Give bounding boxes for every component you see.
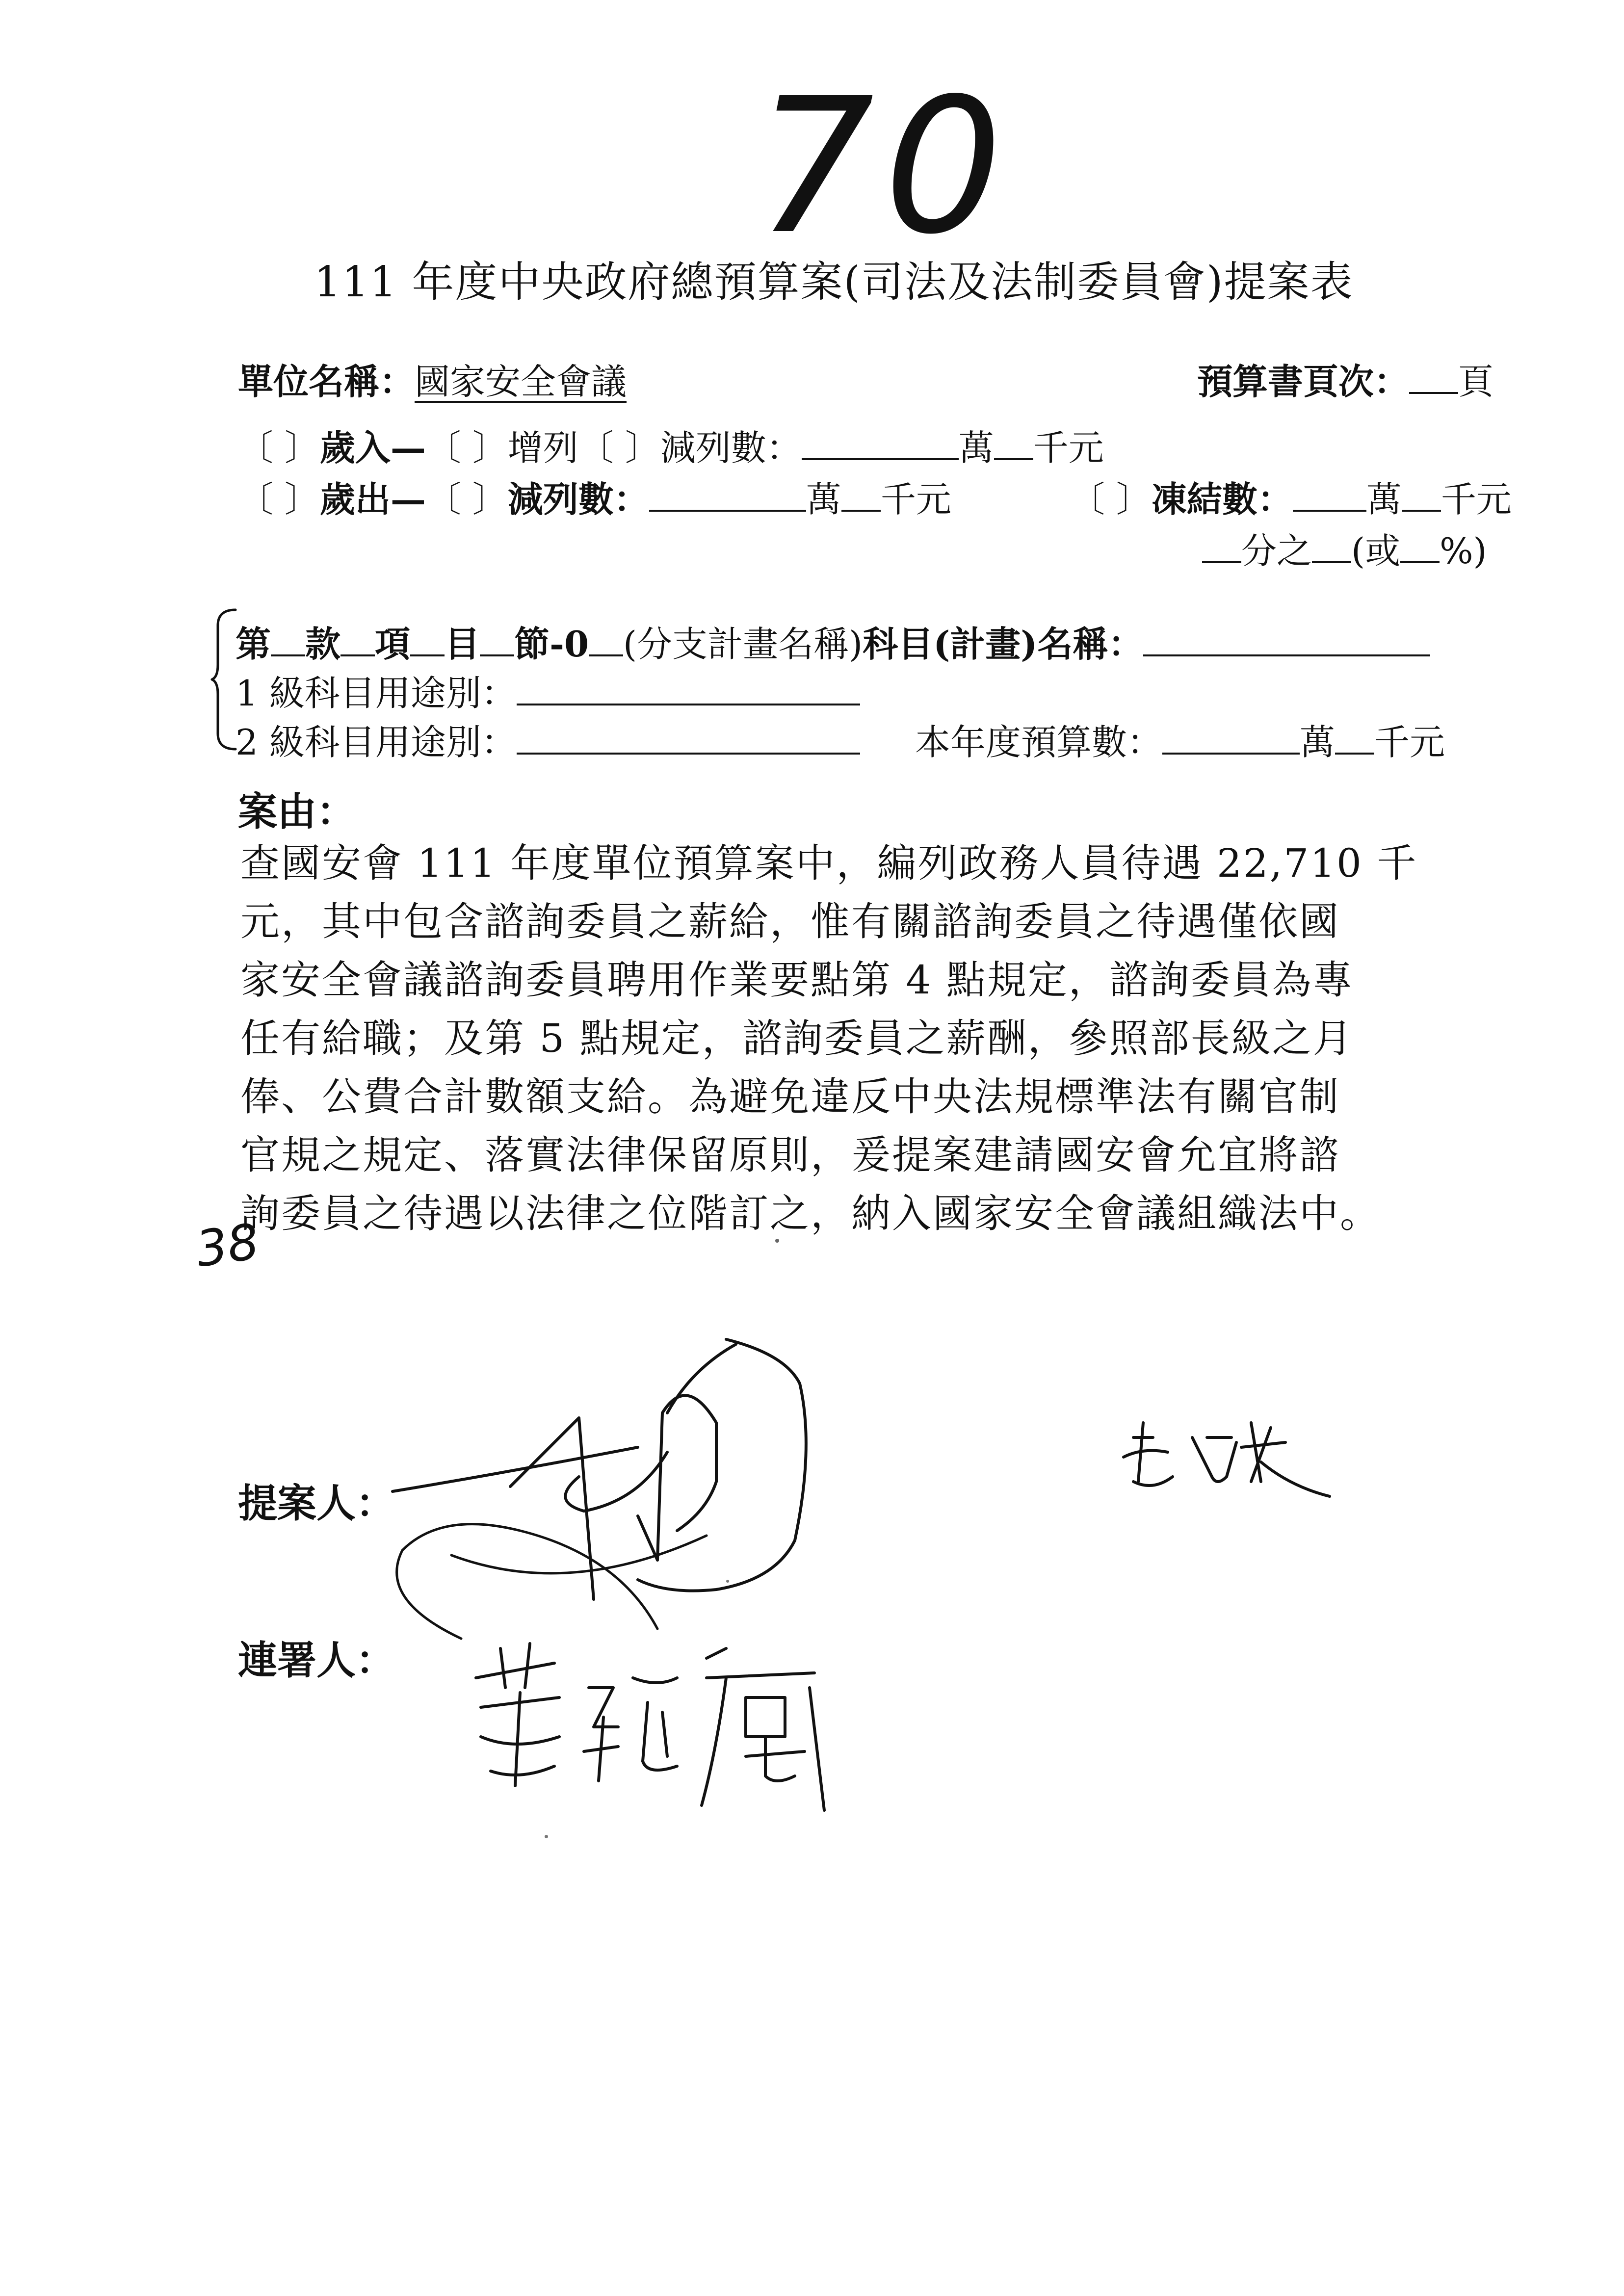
scan-speck [726,1580,729,1583]
margin-note: 38 [192,1212,262,1278]
level2-label: 2 級科目用途別： [236,722,517,763]
expense-label: 歲出— [319,478,426,520]
revenue-add-box: 〔 〕 [425,427,508,469]
reason-line-2: 元，其中包含諮詢委員之薪給，惟有關諮詢委員之待遇僅依國 [240,899,1340,944]
freeze-qian: 千元 [1441,479,1512,520]
proposer-label: 提案人： [238,1480,395,1526]
mu-label: 目 [445,623,480,665]
cosigner-signature [471,1629,824,1815]
expense-box: 〔 〕 [238,479,320,520]
reason-line-3: 家安全會議諮詢委員聘用作業要點第 4 點規定，諮詢委員為專 [240,957,1354,1003]
revenue-label: 歲入— [319,427,426,469]
reason-body [240,834,1447,1243]
kuan-label: 第 [236,623,271,665]
revenue-box: 〔 〕 [238,427,320,469]
current-budget-qian: 千元 [1374,722,1445,763]
freeze-group [1070,471,1512,522]
page-number: 70 [756,58,1013,275]
subject-label: 科目(計畫)名稱： [863,623,1144,665]
cosigner-label: 連署人： [238,1637,395,1683]
expense-wan: 萬 [806,479,841,520]
branch-label: (分支計畫名稱) [623,624,863,665]
kuan2-label: 款 [305,623,341,665]
revenue-wan: 萬 [958,427,994,469]
fraction-pct: %) [1440,530,1487,572]
reason-line-1: 查國安會 111 年度單位預算案中，編列政務人員待遇 22,710 千 [240,840,1418,886]
form-title: 111 年度中央政府總預算案(司法及法制委員會)提案表 [314,258,1354,307]
level2-line [236,714,860,765]
revenue-line [238,419,1104,470]
reason-line-4: 任有給職；及第 5 點規定，諮詢委員之薪酬，參照部長級之月 [240,1016,1354,1061]
revenue-add-label: 增列 [507,427,578,469]
level1-line [236,665,860,716]
xiang-label: 項 [375,623,411,665]
reason-line-5: 俸、公費合計數額支給。為避免違反中央法規標準法有關官制 [240,1074,1340,1120]
expense-qian: 千元 [880,479,951,520]
budget-page-unit: 頁 [1458,361,1494,402]
proposer-signature-2 [1114,1408,1339,1521]
expense-reduce-label: 減列數： [507,478,649,520]
fraction-fen: 分之 [1241,530,1312,572]
jie-label: 節-0 [514,623,589,665]
unit-row [238,353,627,404]
fraction-line [1202,522,1487,574]
revenue-reduce-box: 〔 〕 [578,427,660,469]
unit-label: 單位名稱： [238,361,415,402]
budget-page-row [1197,353,1493,404]
unit-value: 國家安全會議 [415,361,627,402]
expense-reduce-box: 〔 〕 [425,479,508,520]
reason-title: 案由： [238,788,356,835]
freeze-label: 凍結數： [1151,478,1293,520]
scan-speck [775,1239,779,1243]
subject-line [236,616,1430,667]
reason-line-6: 官規之規定、落實法律保留原則，爰提案建請國安會允宜將諮 [240,1132,1340,1178]
revenue-qian: 千元 [1033,427,1104,469]
level1-label: 1 級科目用途別： [236,673,517,714]
current-budget-line [915,714,1445,765]
reason-line-7: 詢委員之待遇以法律之位階訂之，納入國家安全會議組織法中。 [240,1191,1381,1236]
current-budget-wan: 萬 [1300,722,1336,763]
freeze-box: 〔 〕 [1070,479,1152,520]
budget-page-label: 預算書頁次： [1197,361,1410,402]
proposer-signature-1 [363,1325,952,1629]
revenue-reduce-label: 減列數： [660,427,802,469]
freeze-wan: 萬 [1366,479,1402,520]
scan-speck [545,1835,548,1838]
expense-line [238,471,951,522]
current-budget-label: 本年度預算數： [915,722,1163,763]
fraction-huo: (或 [1351,530,1401,572]
